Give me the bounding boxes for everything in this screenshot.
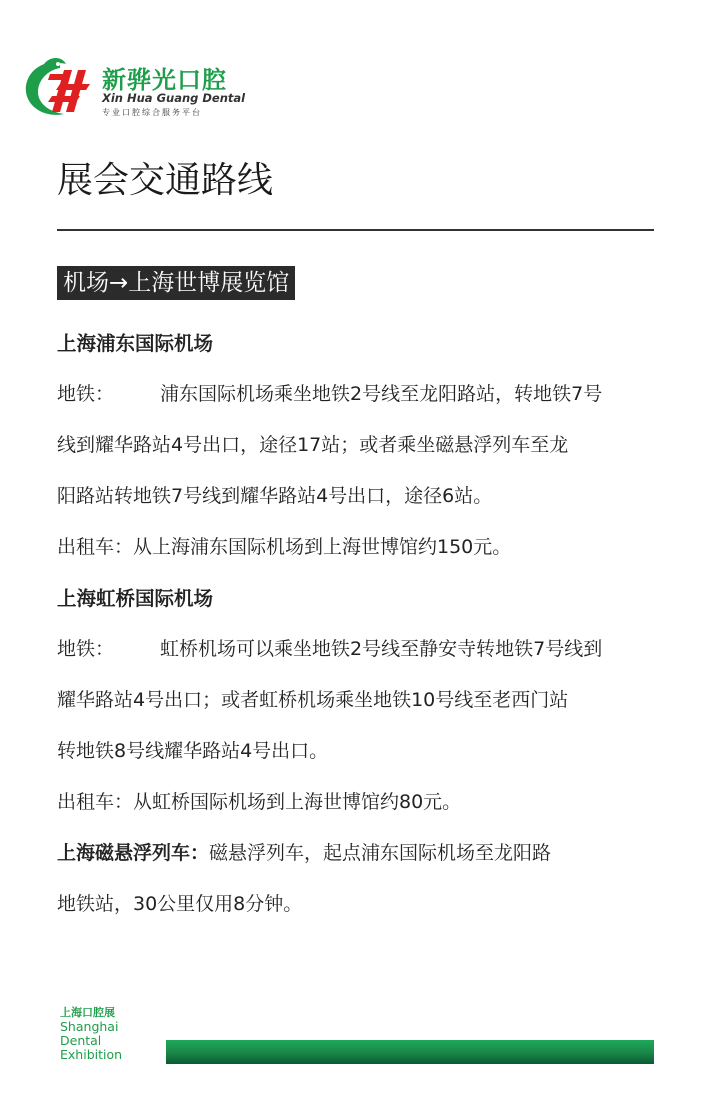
hongqiao-metro-label: 地铁： [57,638,115,660]
hongqiao-metro-line-1 [57,624,657,675]
hongqiao-metro-line-3: 转地铁8号线耀华路站4号出口。 [57,740,329,762]
footer-logo-en-3: Exhibition [60,1047,123,1062]
pudong-metro-line-3: 阳路站转地铁7号线到耀华路站4号出口，途径6站。 [57,485,493,507]
hongqiao-heading: 上海虹桥国际机场 [57,587,214,610]
route-content [57,318,657,930]
logo-tagline: 专业口腔综合服务平台 [102,108,202,117]
maglev-text-1: 磁悬浮列车，起点浦东国际机场至龙阳路 [209,842,552,864]
footer-logo [60,1006,170,1062]
pudong-heading: 上海浦东国际机场 [57,332,214,355]
title-divider [57,229,654,231]
hongqiao-taxi: 出租车：从虹桥国际机场到上海世博馆约80元。 [57,791,462,813]
brand-logo [20,56,246,126]
footer-logo-cn: 上海口腔展 [60,1006,115,1019]
maglev-line-2: 地铁站，30公里仅用8分钟。 [57,893,303,915]
hongqiao-metro-text-1: 虹桥机场可以乘坐地铁2号线至静安寺转地铁7号线到 [160,638,603,660]
pudong-metro-label: 地铁： [57,383,115,405]
pudong-metro-line-2: 线到耀华路站4号出口，途径17站；或者乘坐磁悬浮列车至龙 [57,434,569,456]
pudong-taxi: 出租车：从上海浦东国际机场到上海世博馆约150元。 [57,536,512,558]
page-title: 展会交通路线 [57,160,274,201]
logo-name-cn: 新骅光口腔 [102,66,227,94]
pudong-metro-text-1: 浦东国际机场乘坐地铁2号线至龙阳路站，转地铁7号 [160,383,603,405]
pudong-metro-line-1 [57,369,657,420]
maglev-line-1 [57,828,657,879]
hongqiao-metro-line-2: 耀华路站4号出口；或者虹桥机场乘坐地铁10号线至老西门站 [57,689,569,711]
logo-name-en: Xin Hua Guang Dental [102,91,246,105]
dragon-logo-icon [20,56,100,120]
section-tag: 机场→上海世博展览馆 [57,266,295,300]
footer-accent-bar [166,1040,654,1064]
footer-logo-en-1: Shanghai [60,1019,119,1034]
footer-logo-en-2: Dental [60,1033,102,1048]
maglev-label: 上海磁悬浮列车： [57,842,210,864]
